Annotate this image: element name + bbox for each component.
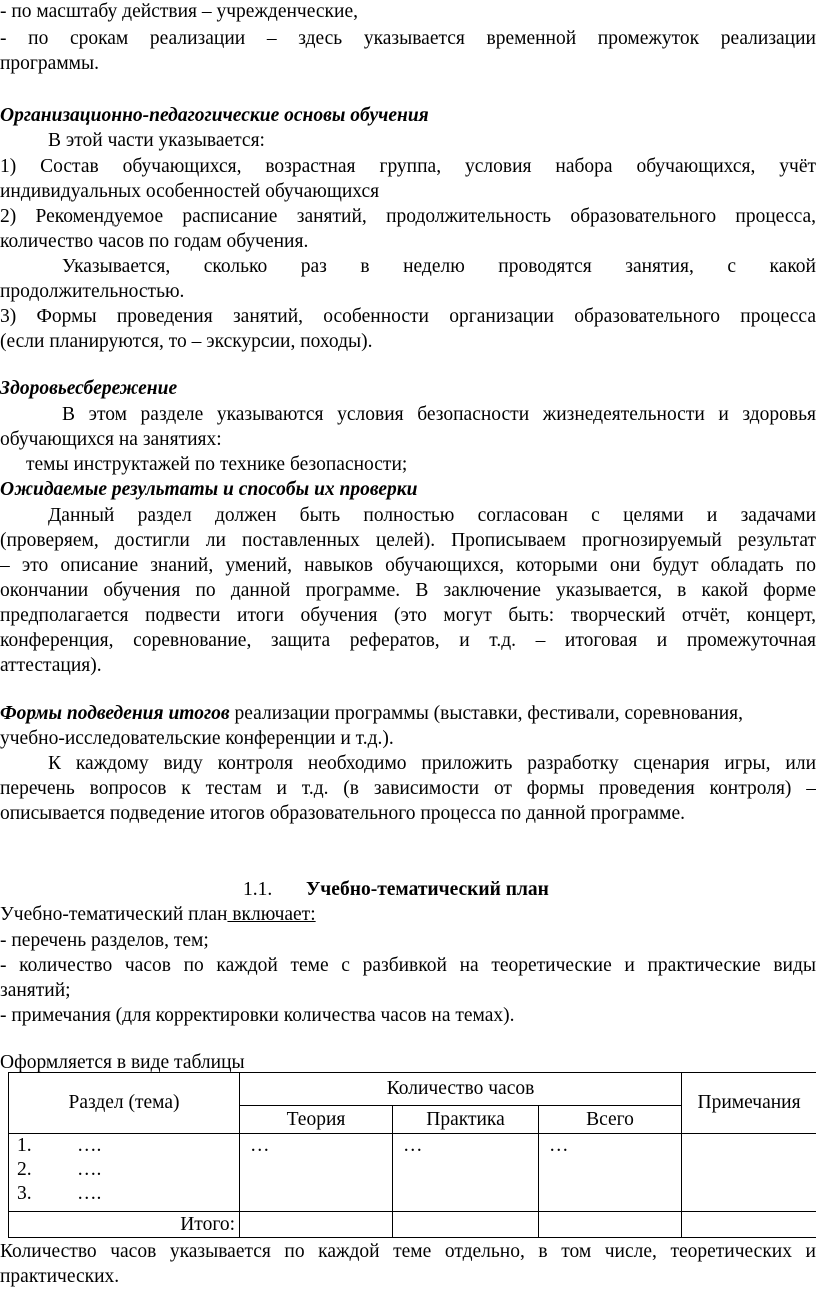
text-line: предполагается подвести итоги обучения (это могут быть: творческий отчёт, концерт, [0,605,816,626]
text-line: - по масштабу действия – учрежденческие, [0,1,358,22]
text-line: В этой части указывается: [48,130,265,151]
header-theory: Теория [240,1106,393,1134]
text-line: описывается подведение итогов образовательного процесса по данной программе. [0,803,686,824]
text-line: Данный раздел должен быть полностью согласован с целями и задачами [48,505,816,526]
section-heading-inline: Формы подведения итогов [0,703,230,724]
text-line: перечень вопросов к тестам и т.д. (в зависимости от формы проведения контроля) – [0,778,816,799]
notes-cell [682,1134,816,1212]
text-line: Количество часов указывается по каждой теме отдельно, в том числе, теоретических и [0,1241,816,1262]
section-title [0,878,816,902]
row-name: …. [77,1183,102,1204]
header-total: Всего [539,1106,682,1134]
total-label: Итого: [9,1212,240,1238]
text-line: учебно-исследовательские конференции и т.д.). [0,728,394,749]
table-row [13,1134,235,1158]
text-fragment: Учебно-тематический план [0,904,228,925]
text-line: 1) Состав обучающихся, возрастная группа, условия набора обучающихся, учёт [0,156,816,177]
row-number: 1. [17,1135,32,1156]
text-line: – это описание знаний, умений, навыков обучающихся, которыми они будут обладать по [0,555,816,576]
theory-cell: … [240,1134,393,1212]
text-line: конференция, соревнование, защита рефератов, и т.д. – итоговая и промежуточная [0,630,816,651]
text-line: практических. [0,1266,120,1287]
row-number: 2. [17,1159,32,1180]
text-line: темы инструктажей по технике безопасности; [26,454,408,475]
total-all-cell [539,1212,682,1238]
table-row [13,1182,235,1206]
text-fragment: включает: [227,904,316,925]
text-fragment: реализации программы (выставки, фестивали, соревнования, [229,703,744,724]
text-line: индивидуальных особенностей обучающихся [0,181,380,202]
text-line: (проверяем, достигли ли поставленных целей). Прописываем прогнозируемый результат [0,530,816,551]
text-line: Оформляется в виде таблицы [0,1052,245,1073]
header-hours: Количество часов [240,1073,682,1106]
text-line: - по срокам реализации – здесь указывается временной промежуток реализации [0,28,816,49]
text-line: К каждому виду контроля необходимо приложить разработку сценария игры, или [48,753,816,774]
row-name: …. [77,1159,102,1180]
section-heading: Ожидаемые результаты и способы их проверки [0,479,418,500]
text-line: продолжительностью. [0,281,185,302]
text-line: 2) Рекомендуемое расписание занятий, продолжительность образовательного процесса, [0,206,816,227]
text-line: - перечень разделов, тем; [0,930,209,951]
total-cell: … [539,1134,682,1212]
text-line [0,903,816,927]
table-row [13,1158,235,1182]
text-line: - количество часов по каждой теме с разбивкой на теоретические и практические виды [0,955,816,976]
header-practice: Практика [393,1106,539,1134]
section-title-text: Учебно-тематический план [306,879,549,900]
text-line: 3) Формы проведения занятий, особенности организации образовательного процесса [0,306,816,327]
row-number: 3. [17,1183,32,1204]
practice-cell: … [393,1134,539,1212]
total-notes-cell [682,1212,816,1238]
row-name: …. [77,1135,102,1156]
text-line: обучающихся на занятиях: [0,429,222,450]
total-practice-cell [393,1212,539,1238]
section-number: 1.1. [243,879,273,900]
section-heading: Организационно-педагогические основы обучения [0,105,429,126]
header-section: Раздел (тема) [9,1073,240,1134]
text-line: Указывается, сколько раз в неделю проводятся занятия, с какой [62,256,816,277]
text-line: (если планируются, то – экскурсии, походы). [0,331,373,352]
text-line: В этом разделе указываются условия безопасности жизнедеятельности и здоровья [62,404,816,425]
text-line: количество часов по годам обучения. [0,231,309,252]
total-theory-cell [240,1212,393,1238]
curriculum-table [8,1072,816,1238]
text-line: занятий; [0,980,71,1001]
text-line: - примечания (для корректировки количества часов на темах). [0,1005,515,1026]
header-notes: Примечания [682,1073,816,1134]
topics-cell [9,1134,240,1212]
text-line: аттестация). [0,655,102,676]
section-heading: Здоровьесбережение [0,378,178,399]
text-line: программы. [0,53,99,74]
text-line [0,702,816,726]
text-line: окончании обучения по данной программе. В заключение указывается, в какой форме [0,580,816,601]
